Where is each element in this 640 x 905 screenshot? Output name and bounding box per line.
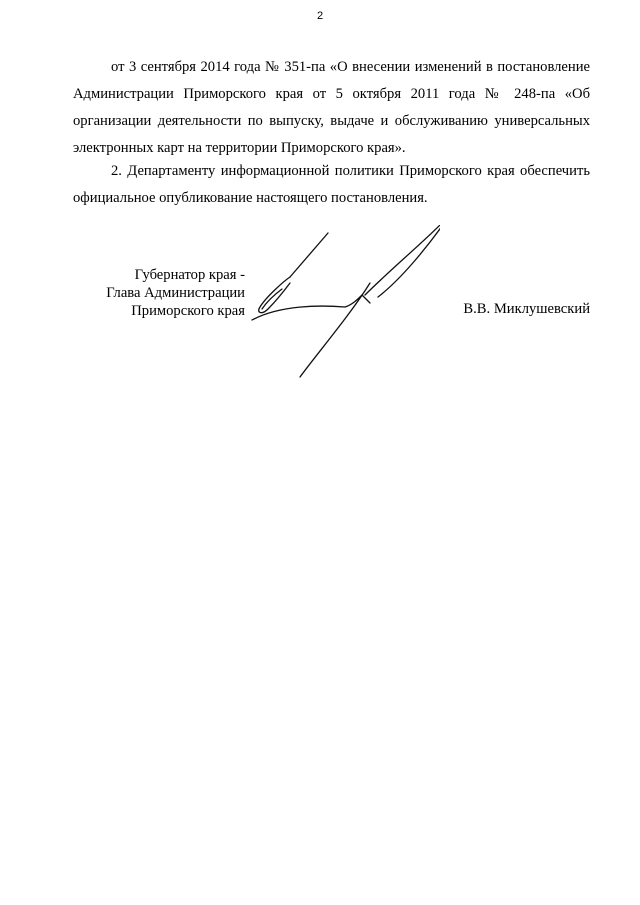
paragraph-1: от 3 сентября 2014 года № 351-па «О внесении изменений в постановление Администрации Приморского края от 5 октября 2011 года № 248-па «Об организации деятельности по выпуску, выдаче и обслуживанию универсальных электронных карт на территории Приморского края».: [73, 59, 590, 156]
page-number: 2: [316, 10, 324, 22]
handwritten-signature: [240, 225, 440, 385]
position-line-1: Губернатор края -: [134, 267, 245, 283]
paragraph-2: 2. Департаменту информационной политики Приморского края обеспечить официальное опубликование настоящего постановления.: [73, 163, 590, 206]
position-line-3: Приморского края: [131, 303, 245, 319]
signatory-name: В.В. Миклушевский: [463, 301, 590, 317]
signatory-position: [60, 266, 245, 320]
position-line-2: Глава Администрации: [106, 285, 245, 301]
